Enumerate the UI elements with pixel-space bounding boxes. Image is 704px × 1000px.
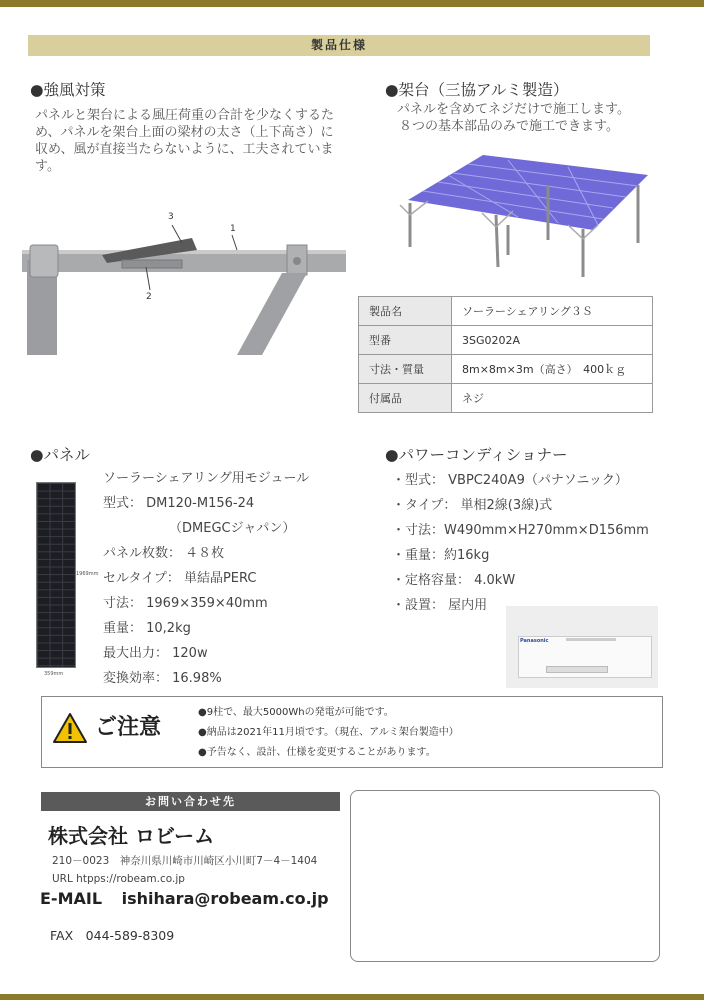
- notice-item: ●予告なく、設計、仕様を変更することがあります。: [198, 747, 436, 758]
- panel-width-dim: 359mm: [44, 671, 64, 677]
- solar-panel-image: [36, 482, 76, 668]
- list-item: ・タイプ： 単相2線(3線)式: [392, 498, 553, 513]
- top-accent-bar: [0, 0, 704, 7]
- email-link[interactable]: ishihara@robeam.co.jp: [121, 889, 329, 908]
- list-item: ・定格容量： 4.0kW: [392, 573, 516, 588]
- email-label: E-MAIL: [40, 889, 103, 908]
- frame-joint-diagram: [22, 205, 346, 355]
- list-item: 最大出力： 120w: [103, 646, 208, 661]
- list-item: ソーラーシェアリング用モジュール: [103, 471, 310, 486]
- callout-1: 1: [230, 224, 236, 234]
- memo-box: [350, 790, 660, 962]
- company-name: 株式会社 ロビーム: [48, 824, 215, 848]
- list-item: ・型式： VBPC240A9（パナソニック）: [392, 473, 628, 488]
- spec-row: 型番 3SG0202A: [359, 326, 653, 355]
- notice-list: [198, 703, 459, 763]
- frame-heading: ●架台（三協アルミ製造）: [385, 81, 569, 99]
- list-item: ・寸法：W490mm×H270mm×D156mm: [392, 523, 649, 538]
- bottom-accent-bar: [0, 994, 704, 1000]
- fax-number: FAX 044-589-8309: [50, 928, 175, 943]
- warning-icon: [52, 712, 88, 744]
- frame-spec-table: [358, 296, 653, 413]
- address: 210－0023 神奈川県川崎市川崎区小川町7－4－1404: [52, 855, 318, 867]
- frame-line2: ８つの基本部品のみで施工できます。: [399, 119, 619, 134]
- email-row: [40, 889, 329, 908]
- website-url[interactable]: URL htpps://robeam.co.jp: [52, 873, 185, 885]
- contact-heading: お問い合わせ先: [41, 792, 340, 811]
- callout-3: 3: [168, 212, 174, 222]
- pcs-spec-list: [392, 468, 649, 618]
- notice-title: ご注意: [95, 715, 162, 740]
- spec-row: 製品名 ソーラーシェアリング３Ｓ: [359, 297, 653, 326]
- list-item: 型式： DM120-M156-24: [103, 496, 255, 511]
- list-item: （DMEGCジャパン）: [169, 521, 296, 536]
- pcs-brand-label: Panasonic: [520, 638, 549, 644]
- list-item: セルタイプ： 単結晶PERC: [103, 571, 257, 586]
- spec-row: 付属品 ネジ: [359, 384, 653, 413]
- panel-heading: ●パネル: [30, 446, 91, 464]
- wind-body: パネルと架台による風圧荷重の合計を少なくするため、パネルを架台上面の梁材の太さ（上下高さ）に収め、風が直接当たらないように、工夫されています。: [35, 108, 335, 174]
- notice-item: ●9柱で、最大5000Whの発電が可能です。: [198, 707, 394, 718]
- list-item: ・設置： 屋内用: [392, 598, 488, 613]
- pcs-heading: ●パワーコンディショナー: [385, 446, 568, 464]
- wind-heading: ●強風対策: [30, 81, 106, 99]
- panel-array: [408, 155, 648, 230]
- list-item: 変換効率： 16.98%: [103, 671, 222, 686]
- callout-2: 2: [146, 292, 152, 302]
- list-item: パネル枚数： ４８枚: [103, 546, 225, 561]
- contact-address-block: [52, 852, 317, 888]
- notice-item: ●納品は2021年11月頃です。（現在、アルミ架台製造中）: [198, 727, 459, 738]
- page-title: 製品仕様: [28, 35, 650, 56]
- frame-line1: パネルを含めてネジだけで施工します。: [397, 102, 630, 117]
- power-conditioner-image: [506, 606, 658, 688]
- frame-3d-image: [398, 145, 660, 280]
- brace: [237, 273, 307, 355]
- list-item: ・重量：約16kg: [392, 548, 490, 563]
- spec-row: 寸法・質量 8m×8m×3m（高さ） 400ｋｇ: [359, 355, 653, 384]
- panel-height-dim: 1969mm: [76, 571, 99, 577]
- list-item: 寸法： 1969×359×40mm: [103, 596, 268, 611]
- panel-spec-list: [103, 466, 309, 691]
- list-item: 重量： 10,2kg: [103, 621, 191, 636]
